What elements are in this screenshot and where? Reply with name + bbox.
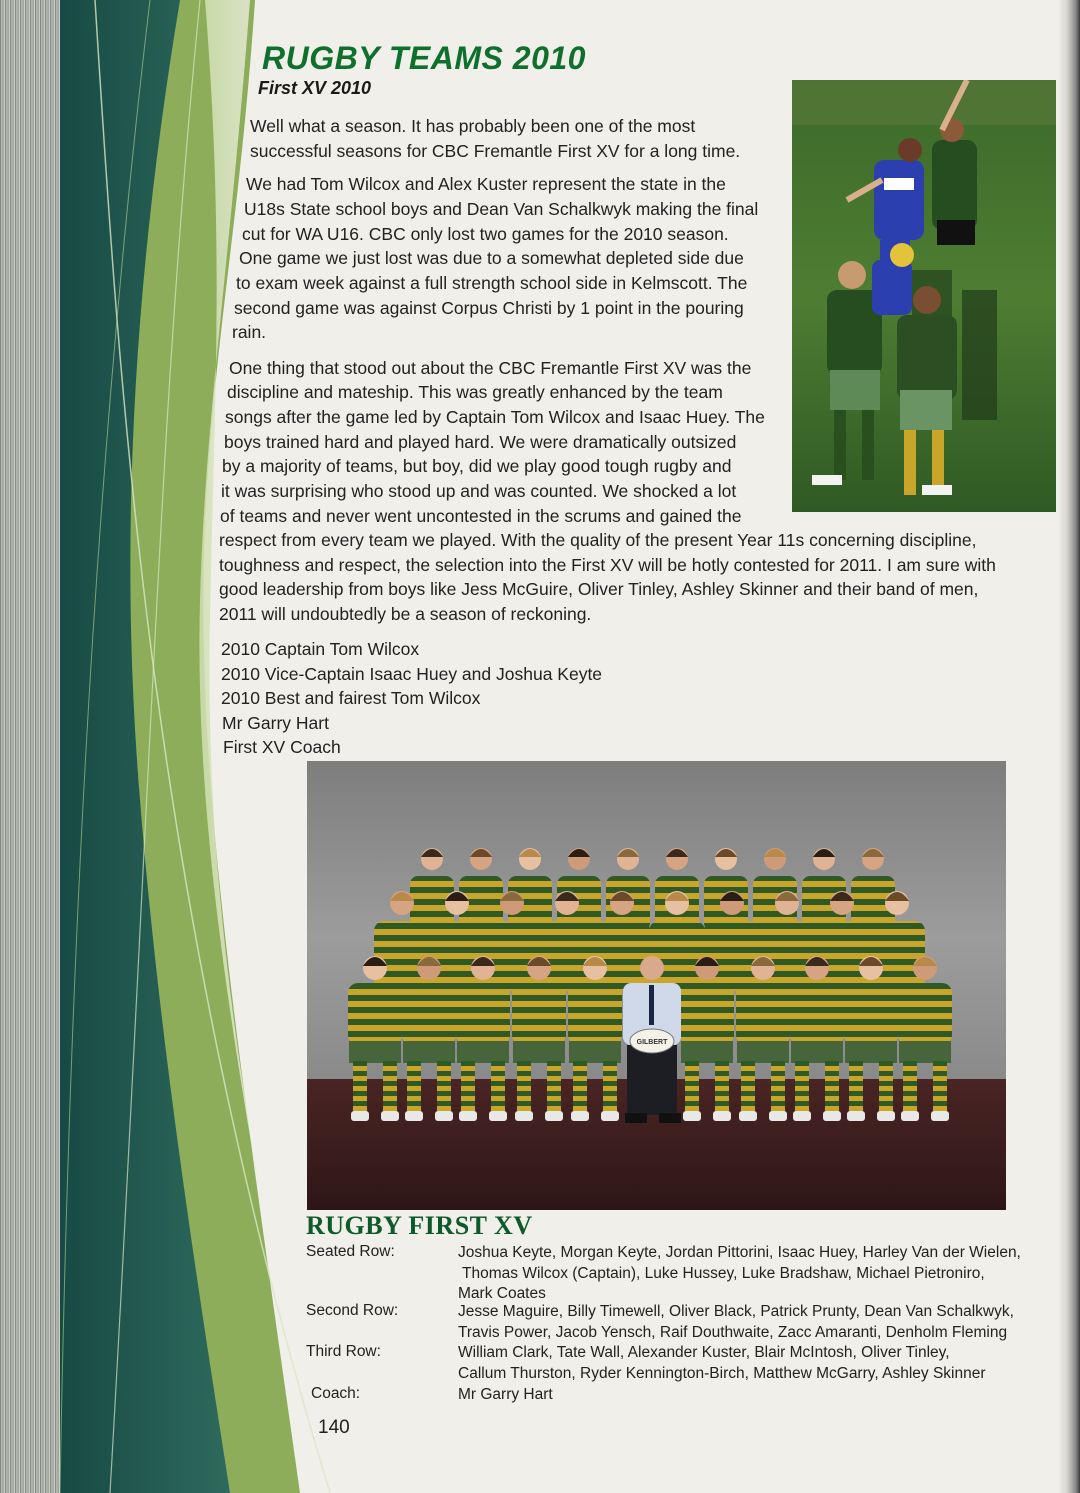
ball-label: GILBERT	[636, 1039, 668, 1046]
honour-line: 2010 Best and fairest Tom Wilcox	[221, 688, 481, 708]
roster-names-seated	[458, 1243, 1048, 1305]
text-line: We had Tom Wilcox and Alex Kuster represent the state in the	[246, 174, 726, 194]
lineout-illustration	[792, 80, 1056, 512]
roster-line: Jesse Maguire, Billy Timewell, Oliver Black, Patrick Prunty, Dean Van Schalkwyk,	[458, 1303, 1014, 1320]
page-number: 140	[318, 1417, 350, 1438]
honour-line: Mr Garry Hart	[222, 713, 329, 733]
roster-label-coach: Coach:	[311, 1385, 361, 1402]
text-line: songs after the game led by Captain Tom Wilcox and Isaac Huey. The	[225, 407, 765, 427]
text-line: respect from every team we played. With the quality of the present Year 11s concerning discipline,	[219, 530, 977, 550]
roster-line: Joshua Keyte, Morgan Keyte, Jordan Pittorini, Isaac Huey, Harley Van der Wielen,	[458, 1244, 1021, 1261]
roster-line: Thomas Wilcox (Captain), Luke Hussey, Luke Bradshaw, Michael Pietroniro,	[458, 1264, 985, 1282]
page-title: RUGBY TEAMS 2010	[262, 40, 586, 76]
roster-line: Mark Coates	[458, 1285, 546, 1303]
roster-label-third: Third Row:	[306, 1343, 381, 1360]
text-line: rain.	[232, 322, 267, 342]
roster-names-third	[458, 1343, 1048, 1384]
text-line: by a majority of teams, but boy, did we play good tough rugby and	[222, 456, 732, 476]
text-line: to exam week against a full strength school side in Kelmscott. The	[236, 273, 748, 293]
roster-line: Travis Power, Jacob Yensch, Raif Douthwaite, Zacc Amaranti, Denholm Fleming	[458, 1323, 1008, 1341]
roster-names-coach	[458, 1385, 1048, 1406]
roster-label-second: Second Row:	[306, 1302, 399, 1319]
roster-line: Mr Garry Hart	[458, 1386, 553, 1403]
text-line: cut for WA U16. CBC only lost two games for the 2010 season.	[242, 224, 729, 244]
team-photo-illustration	[307, 761, 1006, 1210]
lineout-photo	[792, 80, 1056, 512]
text-line: successful seasons for CBC Fremantle First XV for a long time.	[250, 140, 741, 161]
text-line: discipline and mateship. This was greatly enhanced by the team	[227, 382, 723, 402]
roster-label-seated: Seated Row:	[306, 1243, 395, 1260]
right-page-shadow	[1058, 0, 1080, 1493]
text-line: One game we just lost was due to a somewhat depleted side due	[239, 248, 744, 268]
honour-line: 2010 Vice-Captain Isaac Huey and Joshua Keyte	[221, 664, 603, 684]
photo-caption-heading: RUGBY FIRST XV	[306, 1211, 533, 1240]
roster-line: Callum Thurston, Ryder Kennington-Birch, Matthew McGarry, Ashley Skinner	[458, 1364, 986, 1382]
roster-line: William Clark, Tate Wall, Alexander Kuster, Blair McIntosh, Oliver Tinley,	[458, 1344, 950, 1361]
text-line: One thing that stood out about the CBC Fremantle First XV was the	[229, 358, 752, 378]
honour-line: 2010 Captain Tom Wilcox	[221, 639, 420, 659]
text-line: second game was against Corpus Christi by 1 point in the pouring	[234, 298, 744, 318]
text-line: it was surprising who stood up and was counted. We shocked a lot	[221, 481, 737, 501]
text-line: of teams and never went uncontested in the scrums and gained the	[220, 506, 742, 526]
text-line: Well what a season. It has probably been one of the most	[250, 116, 696, 136]
article-paragraph-1	[250, 114, 786, 163]
text-line: 2011 will undoubtedly be a season of reckoning.	[219, 604, 592, 624]
text-line: good leadership from boys like Jess McGuire, Oliver Tinley, Ashley Skinner and their band of men,	[219, 579, 979, 599]
text-line: U18s State school boys and Dean Van Schalkwyk making the final	[244, 199, 759, 219]
honour-line: First XV Coach	[223, 737, 341, 757]
team-photo	[307, 761, 1006, 1210]
roster-names-second	[458, 1302, 1048, 1343]
text-line: boys trained hard and played hard. We were dramatically outsized	[224, 432, 737, 452]
section-subtitle: First XV 2010	[258, 78, 372, 98]
text-line: toughness and respect, the selection into the First XV will be hotly contested for 2011. I am sure with	[219, 555, 996, 575]
